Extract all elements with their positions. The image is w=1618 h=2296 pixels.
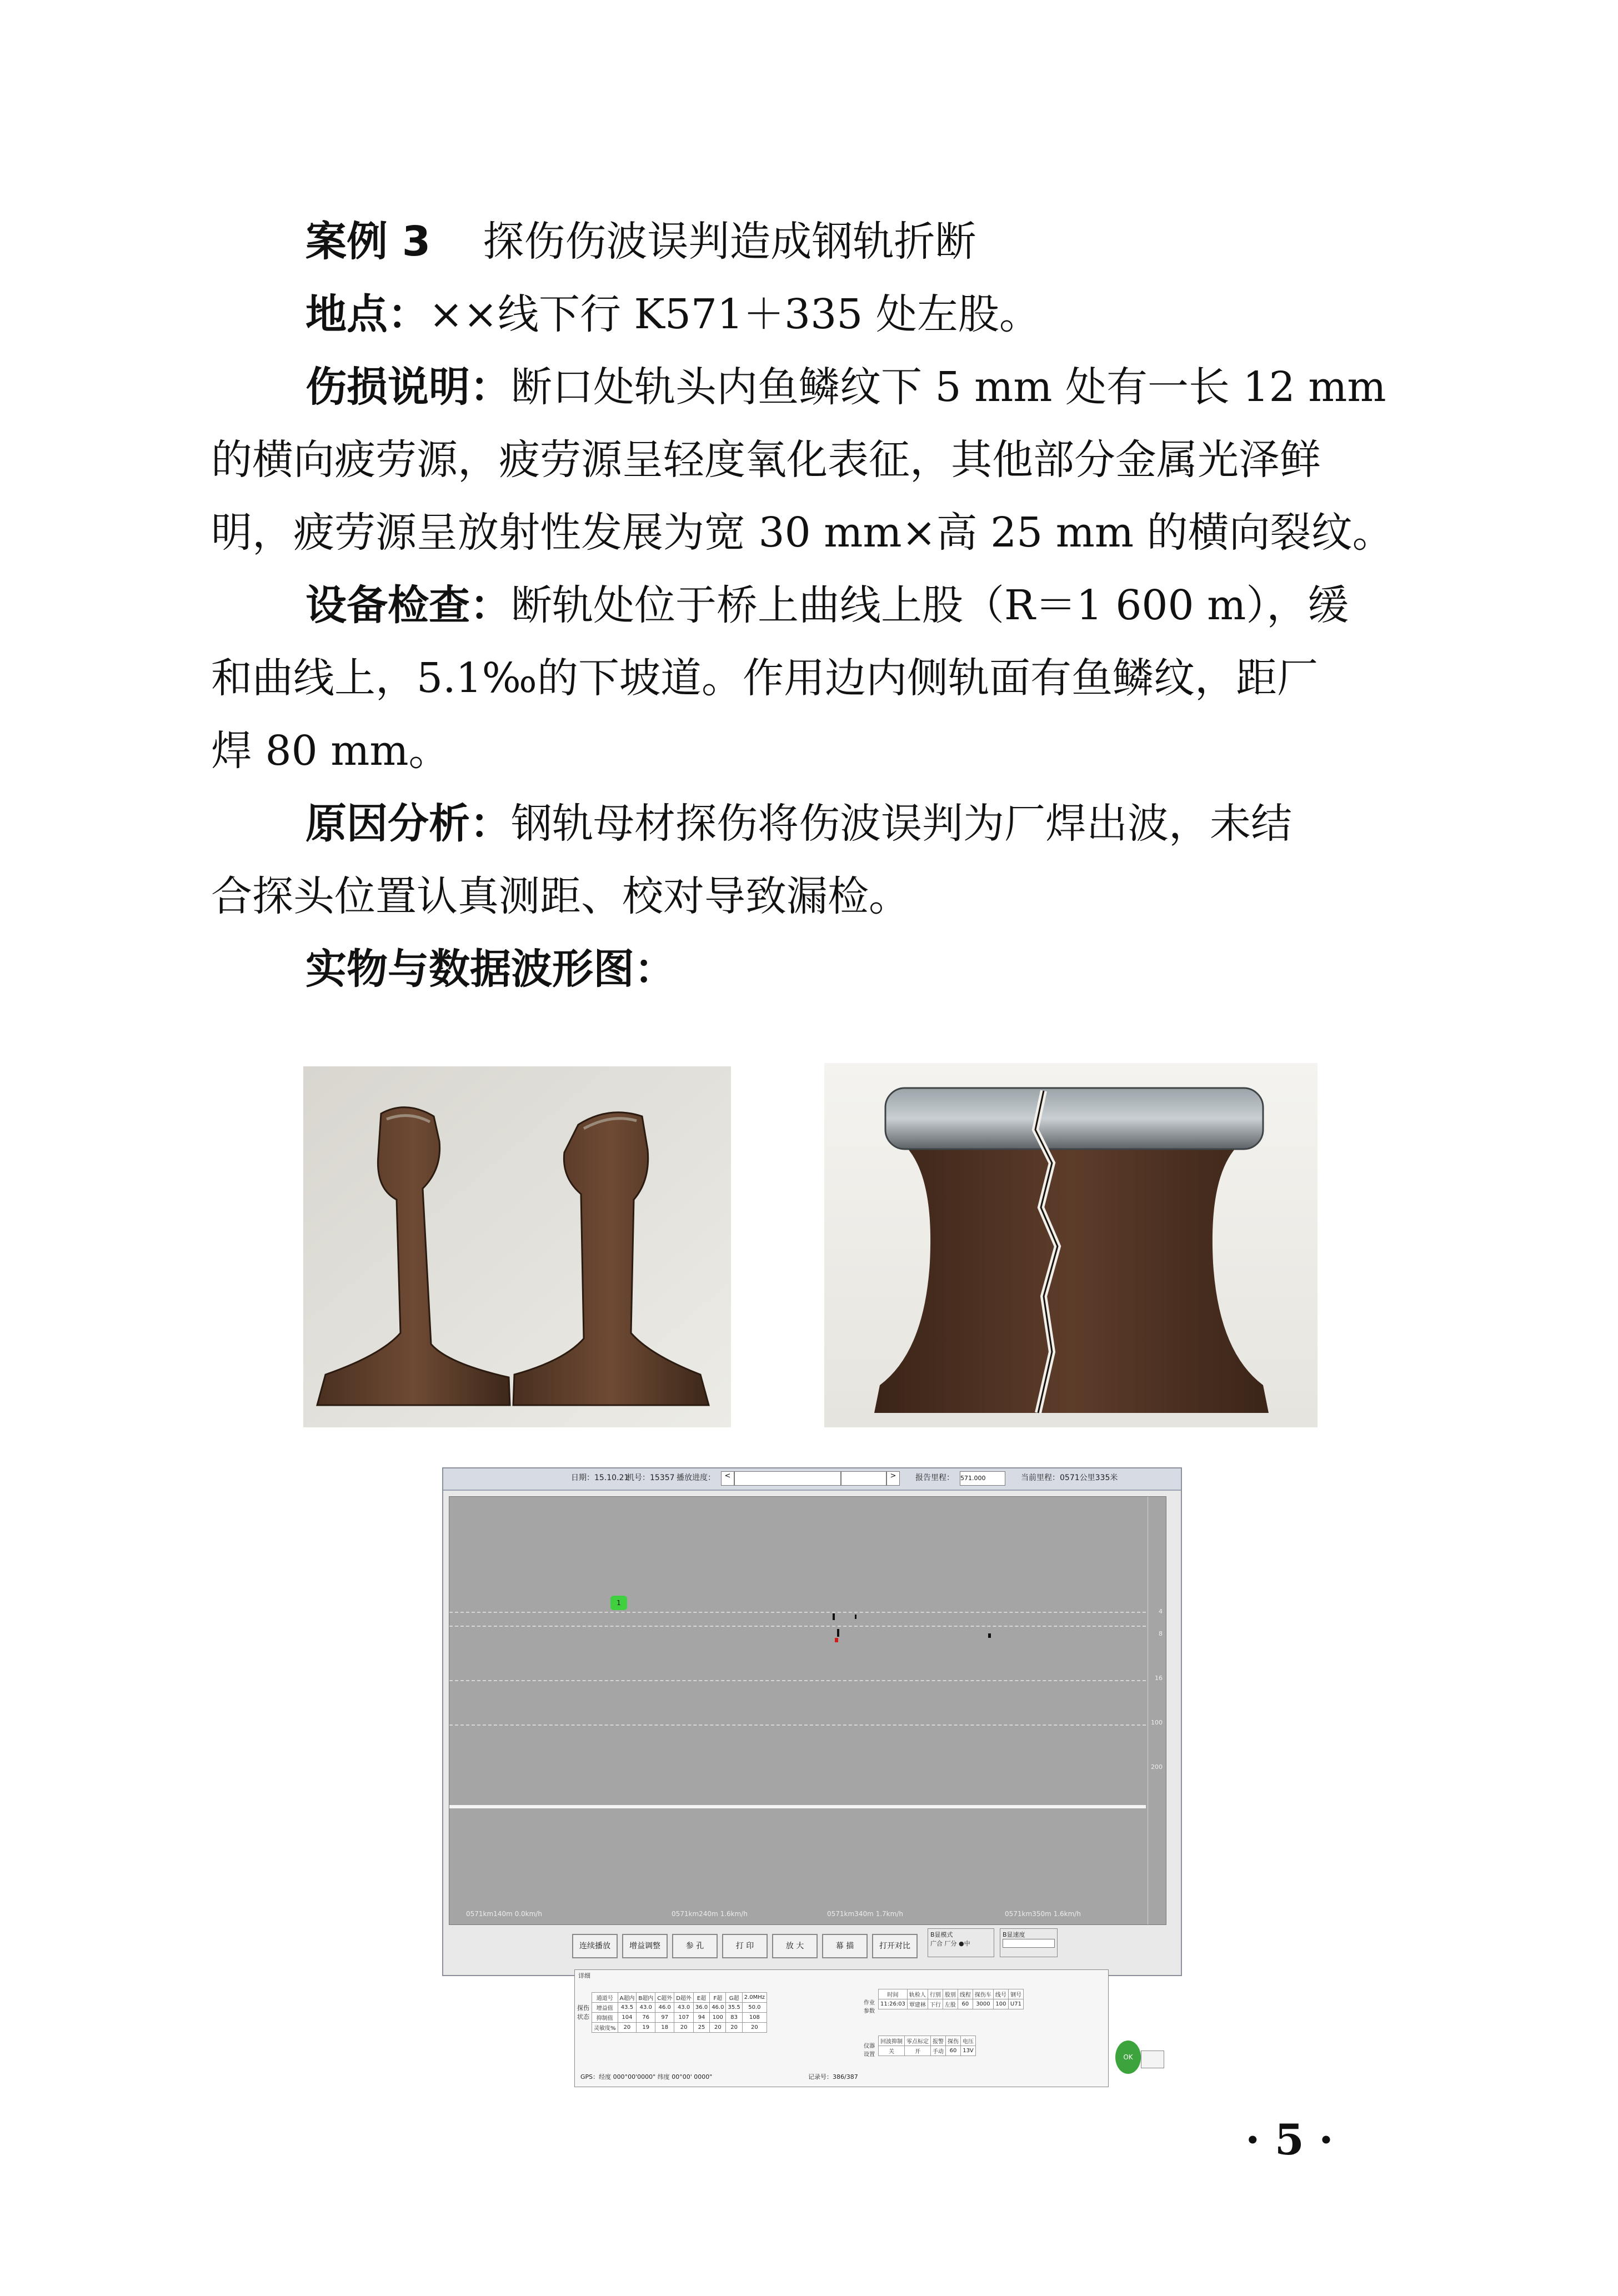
mode-options[interactable]: 广合 厂分 ●中	[930, 1940, 970, 1947]
playback-label: 播放进度：	[677, 1473, 715, 1482]
location-label: 地点：	[305, 290, 429, 338]
rail-cross-section-photo	[303, 1066, 731, 1427]
status-panel	[574, 1969, 1109, 2087]
damage-line2: 的横向疲劳源，疲劳源呈轻度氧化表征，其他部分金属光泽鲜	[211, 436, 1321, 484]
case-title-label: 案例 3	[305, 218, 431, 265]
damage-line1: 断口处轨头内鱼鳞纹下 5 mm 处有一长 12 mm	[511, 363, 1386, 411]
machine-label: 机号：15357	[627, 1473, 675, 1482]
tick: 8	[1159, 1630, 1163, 1637]
speed-label: B显速度	[1003, 1931, 1025, 1938]
screen-toolbar	[443, 1468, 1181, 1491]
echo-point	[855, 1615, 856, 1619]
channel-table: 通道号 A超内 B超内 C超外 D超外 E超 F超 G超 2.0MHz 增益值 43.5 43.0 46.0 43.0 36.0 46.0 35.5 50.0 抑制值 104 76 97 107 94 100 83 108 灵敏度% 20 19 18 20 25 20 20 20	[592, 1992, 767, 2033]
case-title-text: 探伤伤波误判造成钢轨折断	[483, 218, 976, 265]
rail-fracture-side-photo	[824, 1063, 1318, 1427]
scan-button[interactable]: 幕 描	[822, 1934, 868, 1958]
mode-group	[928, 1928, 994, 1957]
work-left-label: 作业参数	[864, 2000, 875, 2014]
playback-progress[interactable]	[734, 1471, 841, 1486]
tick: 16	[1155, 1675, 1163, 1682]
status-indicator: OK	[1115, 2041, 1141, 2074]
open-compare-button[interactable]: 打开对比	[872, 1934, 918, 1958]
gain-adjust-button[interactable]: 增益调整	[622, 1934, 668, 1958]
mileage-field[interactable]: 571.000	[960, 1471, 1005, 1486]
playback-field[interactable]	[841, 1471, 886, 1486]
status-left-label: 探伤状态	[577, 2004, 589, 2021]
page-number: · 5 ·	[1245, 2115, 1334, 2164]
current-mileage: 当前里程：0571公里335米	[1021, 1473, 1118, 1482]
echo-point	[833, 1613, 835, 1620]
prev-button[interactable]: <	[721, 1471, 734, 1486]
speed-group	[1000, 1928, 1058, 1957]
record-label: 记录号：386/387	[808, 2073, 858, 2081]
flaw-marker[interactable]: 1	[610, 1596, 627, 1610]
equipment-label: 设备检查：	[305, 581, 511, 629]
tick: 100	[1151, 1719, 1163, 1726]
location-text: ××线下行 K571＋335 处左股。	[429, 290, 1040, 338]
equipment-line2: 和曲线上，5.1‰的下坡道。作用边内侧轨面有鱼鳞纹，距厂	[211, 654, 1318, 702]
work-table: 时间 轨检人 行别 股别 线程 探伤车 线号 钢号 11:26:03 覃建林 下行 左股 60 3000 100 U71	[878, 1989, 1024, 2009]
equipment-line1: 断轨处位于桥上曲线上股（R＝1 600 m），缓	[511, 581, 1349, 629]
continuous-play-button[interactable]: 连续播放	[572, 1934, 618, 1958]
cause-line1: 钢轨母材探伤将伤波误判为厂焊出波，未结	[511, 800, 1292, 848]
trace-label: 0571km340m 1.7km/h	[827, 1910, 903, 1918]
mileage-label: 报告里程：	[915, 1473, 954, 1482]
tick: 200	[1151, 1763, 1163, 1771]
mode-label: B显模式	[930, 1931, 953, 1938]
print-button[interactable]: 打 印	[722, 1934, 768, 1958]
damage-label: 伤损说明：	[305, 363, 511, 411]
status-title: 详细	[578, 1972, 590, 1979]
trace-label: 0571km350m 1.6km/h	[1005, 1910, 1081, 1918]
tick: 4	[1159, 1608, 1163, 1615]
flaw-detector-screen	[442, 1467, 1182, 2081]
damage-line3: 明，疲劳源呈放射性发展为宽 30 mm×高 25 mm 的横向裂纹。	[211, 509, 1394, 557]
trace-label: 0571km140m 0.0km/h	[466, 1910, 542, 1918]
speed-slider[interactable]	[1003, 1939, 1055, 1948]
echo-point-red	[835, 1638, 838, 1642]
gps-label: GPS：经度 000°00'0000" 纬度 00°00' 0000"	[580, 2073, 713, 2081]
figures-label: 实物与数据波形图：	[305, 945, 675, 993]
next-button[interactable]: >	[886, 1471, 900, 1486]
echo-point	[837, 1629, 839, 1637]
trace-label: 0571km240m 1.6km/h	[672, 1910, 748, 1918]
equipment-line3: 焊 80 mm。	[211, 727, 450, 775]
date-label: 日期：15.10.21	[571, 1473, 629, 1482]
cause-label: 原因分析：	[305, 800, 511, 848]
inst-left-label: 仪器设置	[864, 2043, 875, 2058]
rail-bottom-trace	[449, 1805, 1146, 1808]
cause-line2: 合探头位置认真测距、校对导致漏检。	[211, 873, 910, 920]
instrument-table: 回波抑制 零点标定 报警 探伤 电压 关 开 手动 60 13V	[878, 2036, 976, 2056]
hole-button[interactable]: 参 孔	[672, 1934, 718, 1958]
zoom-button[interactable]: 放 大	[772, 1934, 818, 1958]
battery-icon	[1141, 2051, 1164, 2068]
b-scan-plot	[449, 1496, 1166, 1925]
echo-point	[988, 1633, 991, 1638]
